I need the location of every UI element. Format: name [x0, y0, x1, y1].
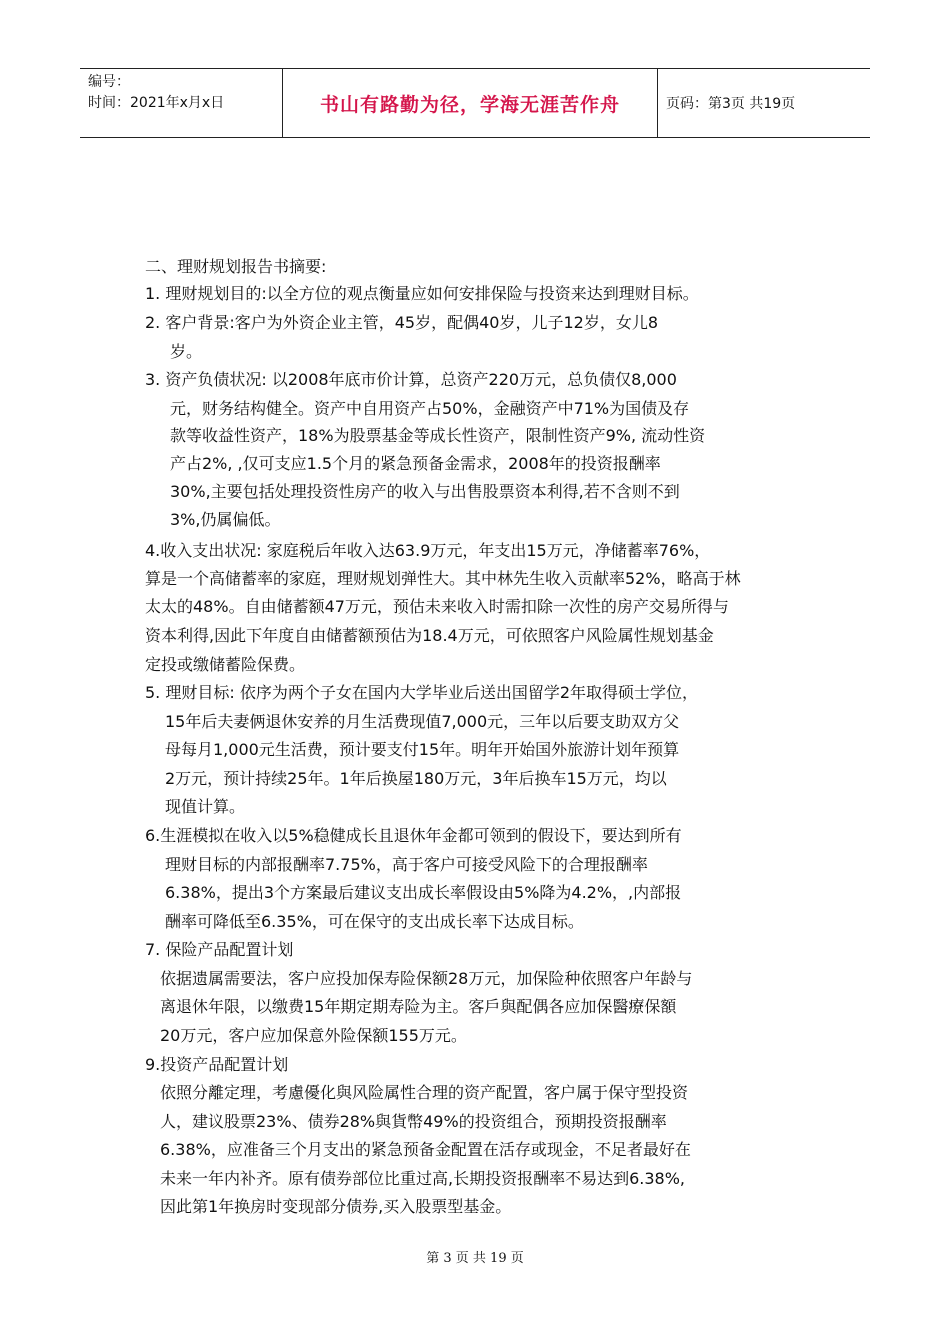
motto-text: 书山有路勤为径，学海无涯苦作舟: [319, 93, 620, 116]
paragraph-line: 4.收入支出状况: 家庭税后年收入达63.9万元，年支出15万元，净储蓄率76%，: [145, 541, 711, 560]
page-info-text: 页码：第3页 共19页: [666, 96, 796, 112]
page-footer: [0, 1247, 950, 1266]
time-label: 时间：2021年x月x日: [88, 95, 225, 111]
paragraph-line: 资本利得,因此下年度自由储蓄额预估为18.4万元，可依照客户风险属性规划基金: [145, 626, 714, 645]
header-motto-cell: [283, 69, 658, 137]
number-label: 编号：: [88, 74, 130, 90]
page-header: [80, 68, 870, 138]
paragraph-line: 人，建议股票23%、债券28%與貨幣49%的投资组合，预期投资报酬率: [160, 1112, 667, 1131]
paragraph-line: 理财目标的内部报酬率7.75%，高于客户可接受风险下的合理报酬率: [165, 855, 648, 874]
paragraph-line: 15年后夫妻俩退休安养的月生活费现值7,000元，三年以后要支助双方父: [165, 712, 680, 731]
paragraph-line: 3%,仍属偏低。: [170, 510, 281, 529]
paragraph-line: 3. 资产负债状况: 以2008年底市价计算，总资产220万元，总负债仅8,000: [145, 370, 677, 389]
paragraph-line: 20万元，客户应加保意外险保额155万元。: [160, 1026, 467, 1045]
paragraph-line: 款等收益性资产，18%为股票基金等成长性资产，限制性资产9%, 流动性资: [170, 426, 706, 445]
paragraph-line: 6.38%，提出3个方案最后建议支出成长率假设由5%降为4.2%，,内部报: [165, 883, 682, 902]
paragraph-line: 元，财务结构健全。资产中自用资产占50%，金融资产中71%为国债及存: [170, 399, 690, 418]
paragraph-line: 2. 客户背景:客户为外资企业主管，45岁，配偶40岁，儿子12岁，女儿8: [145, 313, 659, 332]
paragraph-line: 算是一个高储蓄率的家庭，理财规划弹性大。其中林先生收入贡献率52%，略高于林: [145, 569, 741, 588]
paragraph-line: 1. 理财规划目的:以全方位的观点衡量应如何安排保险与投资来达到理财目标。: [145, 284, 699, 303]
paragraph-line: 岁。: [170, 342, 203, 361]
paragraph-line: 现值计算。: [165, 797, 246, 816]
paragraph-line: 产占2%, ,仅可支应1.5个月的紧急预备金需求，2008年的投资报酬率: [170, 454, 661, 473]
paragraph-line: 太太的48%。自由储蓄额47万元，预估未来收入时需扣除一次性的房产交易所得与: [145, 597, 729, 616]
paragraph-line: 定投或缴储蓄险保费。: [145, 655, 306, 674]
paragraph-line: 酬率可降低至6.35%，可在保守的支出成长率下达成目标。: [165, 912, 584, 931]
paragraph-line: 2万元，预计持续25年。1年后换屋180万元，3年后换车15万元，均以: [165, 769, 667, 788]
paragraph-line: 6.生涯模拟在收入以5%稳健成长且退休年金都可领到的假设下，要达到所有: [145, 826, 682, 845]
paragraph-line: 6.38%，应准备三个月支出的紧急预备金配置在活存或现金，不足者最好在: [160, 1140, 691, 1159]
paragraph-line: 未来一年内补齐。原有债券部位比重过高,长期投资报酬率不易达到6.38%,: [160, 1169, 686, 1188]
footer-page-number: 第 3 页 共 19 页: [426, 1251, 524, 1266]
paragraph-line: 30%,主要包括处理投资性房产的收入与出售股票资本利得,若不含则不到: [170, 482, 680, 501]
section-heading: 二、理财规划报告书摘要:: [145, 257, 327, 276]
header-meta: [80, 69, 283, 137]
paragraph-line: 5. 理财目标: 依序为两个子女在国内大学毕业后送出国留学2年取得硕士学位，: [145, 683, 699, 702]
header-page-info: [658, 69, 870, 137]
paragraph-line: 依照分離定理，考慮優化與风险属性合理的资产配置，客户属于保守型投资: [160, 1083, 689, 1102]
paragraph-line: 母每月1,000元生活费，预计要支付15年。明年开始国外旅游计划年预算: [165, 740, 680, 759]
paragraph-line: 7. 保险产品配置计划: [145, 940, 294, 959]
paragraph-line: 9.投资产品配置计划: [145, 1055, 289, 1074]
paragraph-line: 因此第1年换房时变现部分债券,买入股票型基金。: [160, 1197, 512, 1216]
paragraph-line: 离退休年限，以缴费15年期定期寿险为主。客戶與配偶各应加保醫療保額: [160, 997, 677, 1016]
paragraph-line: 依据遗属需要法，客户应投加保寿险保额28万元，加保险种依照客户年龄与: [160, 969, 693, 988]
